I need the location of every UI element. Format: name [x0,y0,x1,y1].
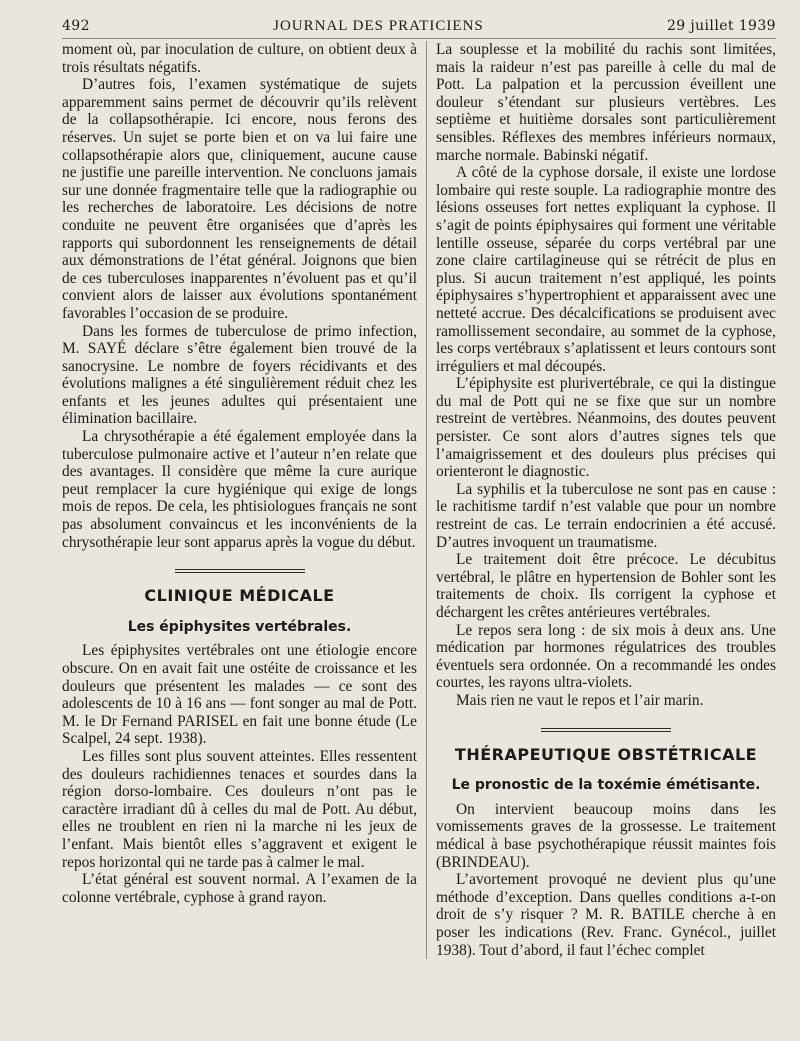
paragraph: D’autres fois, l’examen systématique de sujets apparemment sains permet de découvrir qu’ils relèvent de la collapsothérapie. Ici encore, nous ferons des réserves. Un sujet se porte bien et on va lui faire une collapsothérapie alors que, cliniquement, aucune cause ne justifie une pareille intervention. Ne concluons jamais sur une donnée fragmentaire telle que la radiographie ou les recherches de laboratoire. Les décisions de notre conduite ne peuvent être organisées que d’après les rapports qui subordonnent les renseignements de détail aux démonstrations de l’état général. Joignons que bien de ces tuberculoses inapparentes n’évoluent pas et qu’il convient alors de laisser aux évolutions spontanément favorables l’occasion de se produire. [62,76,417,322]
paragraph: La chrysothérapie a été également employée dans la tuberculose pulmonaire active et l’auteur n’en relate que des avantages. Il considère que même la cure aurique peut remplacer la cure hygiénique qui exige de longs mois de repos. De cela, les phtisiologues français ne sont pas absolument convaincus et les inconvénients de la chrysothérapie leur sont apparus après la vogue du début. [62,428,417,551]
paragraph: L’épiphysite est plurivertébrale, ce qui la distingue du mal de Pott qui ne se fixe que sur un nombre restreint de vertèbres. Néanmoins, des doutes peuvent persister. Ce sont alors d’autres signes tels que l’amaigrissement et des douleurs plus précises qui orienteront le diagnostic. [436,375,776,481]
paragraph: moment où, par inoculation de culture, on obtient deux à trois résultats négatifs. [62,41,417,76]
paragraph: Le repos sera long : de six mois à deux ans. Une médication par hormones régulatrices des troubles éventuels sera ordonnée. On a recommandé les ondes courtes, les rayons ultra-violets. [436,621,776,692]
paragraph: La souplesse et la mobilité du rachis sont limitées, mais la raideur n’est pas pareille à celle du mal de Pott. La palpation et la percussion éveillent une douleur s’étendant sur plusieurs vertèbres. Les septième et huitième dorsales sont particulièrement sensibles. Réflexes des membres inférieurs normaux, marche normale. Babinski négatif. [436,41,776,164]
section-title-therapeutique: THÉRAPEUTIQUE OBSTÉTRICALE [454,744,758,764]
section-divider [175,569,305,573]
paragraph: Les filles sont plus souvent atteintes. Elles ressentent des douleurs rachidiennes tenaces et sourdes dans la région dorso-lombaire. Ces douleurs n’ont pas le caractère irradiant dû à celles du mal de Pott. Au début, elles ne troublent en rien ni la marche ni les jeux de l’enfant. Mais bientôt elles s’aggravent et exigent le repos horizontal qui ne tarde pas à calmer le mal. [62,747,417,871]
section-divider [541,728,671,732]
paragraph: Dans les formes de tuberculose de primo infection, M. SAYÉ déclare s’être également bien trouvé de la sanocrysine. Le nombre de foyers récidivants et des évolutions malignes a été singulièrement réduit chez les enfants et les jeunes adultes qui présentaient une élimination bacillaire. [62,322,417,428]
paragraph: L’avortement provoqué ne devient plus qu’une méthode d’exception. Dans quelles conditions a-t-on droit de s’y risquer ? M. R. BATILE cherche à en poser les indications (Rev. Franc. Gynécol., juillet 1938). Tout d’abord, il faut l’échec complet [436,871,776,959]
paragraph: On intervient beaucoup moins dans les vomissements graves de la grossesse. Le traitement médical à base psychothérapique réussit maintes fois (BRINDEAU). [436,800,776,871]
paragraph: A côté de la cyphose dorsale, il existe une lordose lombaire qui reste souple. La radiographie montre des lésions osseuses fort nettes expliquant la cyphose. Il s’agit de points épiphysaires qui forment une véritable lentille osseuse, séparée du corps vertébral par une zone claire cartilagineuse qui se rétrécit de plus en plus. Si aucun traitement n’est appliqué, les points épiphysaires s’hypertrophient et apparaissent avec une netteté accrue. Des décalcifications se produisent avec ramollissement secondaire, au sommet de la cyphose, les corps vertébraux s’aplatissent et leurs contours sont irréguliers et mal découpés. [436,164,776,375]
paragraph: La syphilis et la tuberculose ne sont pas en cause : le rachitisme tardif n’est valable que pour un nombre restreint de cas. Le terrain endocrinien a été accusé. D’autres invoquent un traumatisme. [436,480,776,551]
article-subtitle: Le pronostic de la toxémie émétisante. [451,777,761,794]
paragraph: Le traitement doit être précoce. Le décubitus vertébral, le plâtre en hypertension de Bohler sont les traitements de choix. Ils corrigent la cyphose et déchargent les crêtes antérieures vertébrales. [436,551,776,621]
paragraph: Mais rien ne vaut le repos et l’air marin. [456,691,704,709]
journal-title: JOURNAL DES PRATICIENS [273,18,484,34]
right-column [426,41,776,959]
page-number: 492 [62,18,90,34]
article-subtitle: Les épiphysites vertébrales. [127,618,352,635]
page-header [62,18,776,39]
left-column [62,41,426,959]
two-column-body [62,41,786,959]
paragraph: Les épiphysites vertébrales ont une étiologie encore obscure. On en avait fait une ostéite de croissance et les douleurs que présentent les malades — ce sont des adolescents de 10 à 16 ans — font songer au mal de Pott. M. le Dr Fernand PARISEL en fait une bonne étude (Le Scalpel, 24 sept. 1938). [62,642,417,748]
issue-date: 29 juillet 1939 [666,18,776,34]
section-title-clinique: CLINIQUE MÉDICALE [144,586,335,606]
paragraph: L’état général est souvent normal. A l’examen de la colonne vertébrale, cyphose à grand rayon. [62,871,417,906]
